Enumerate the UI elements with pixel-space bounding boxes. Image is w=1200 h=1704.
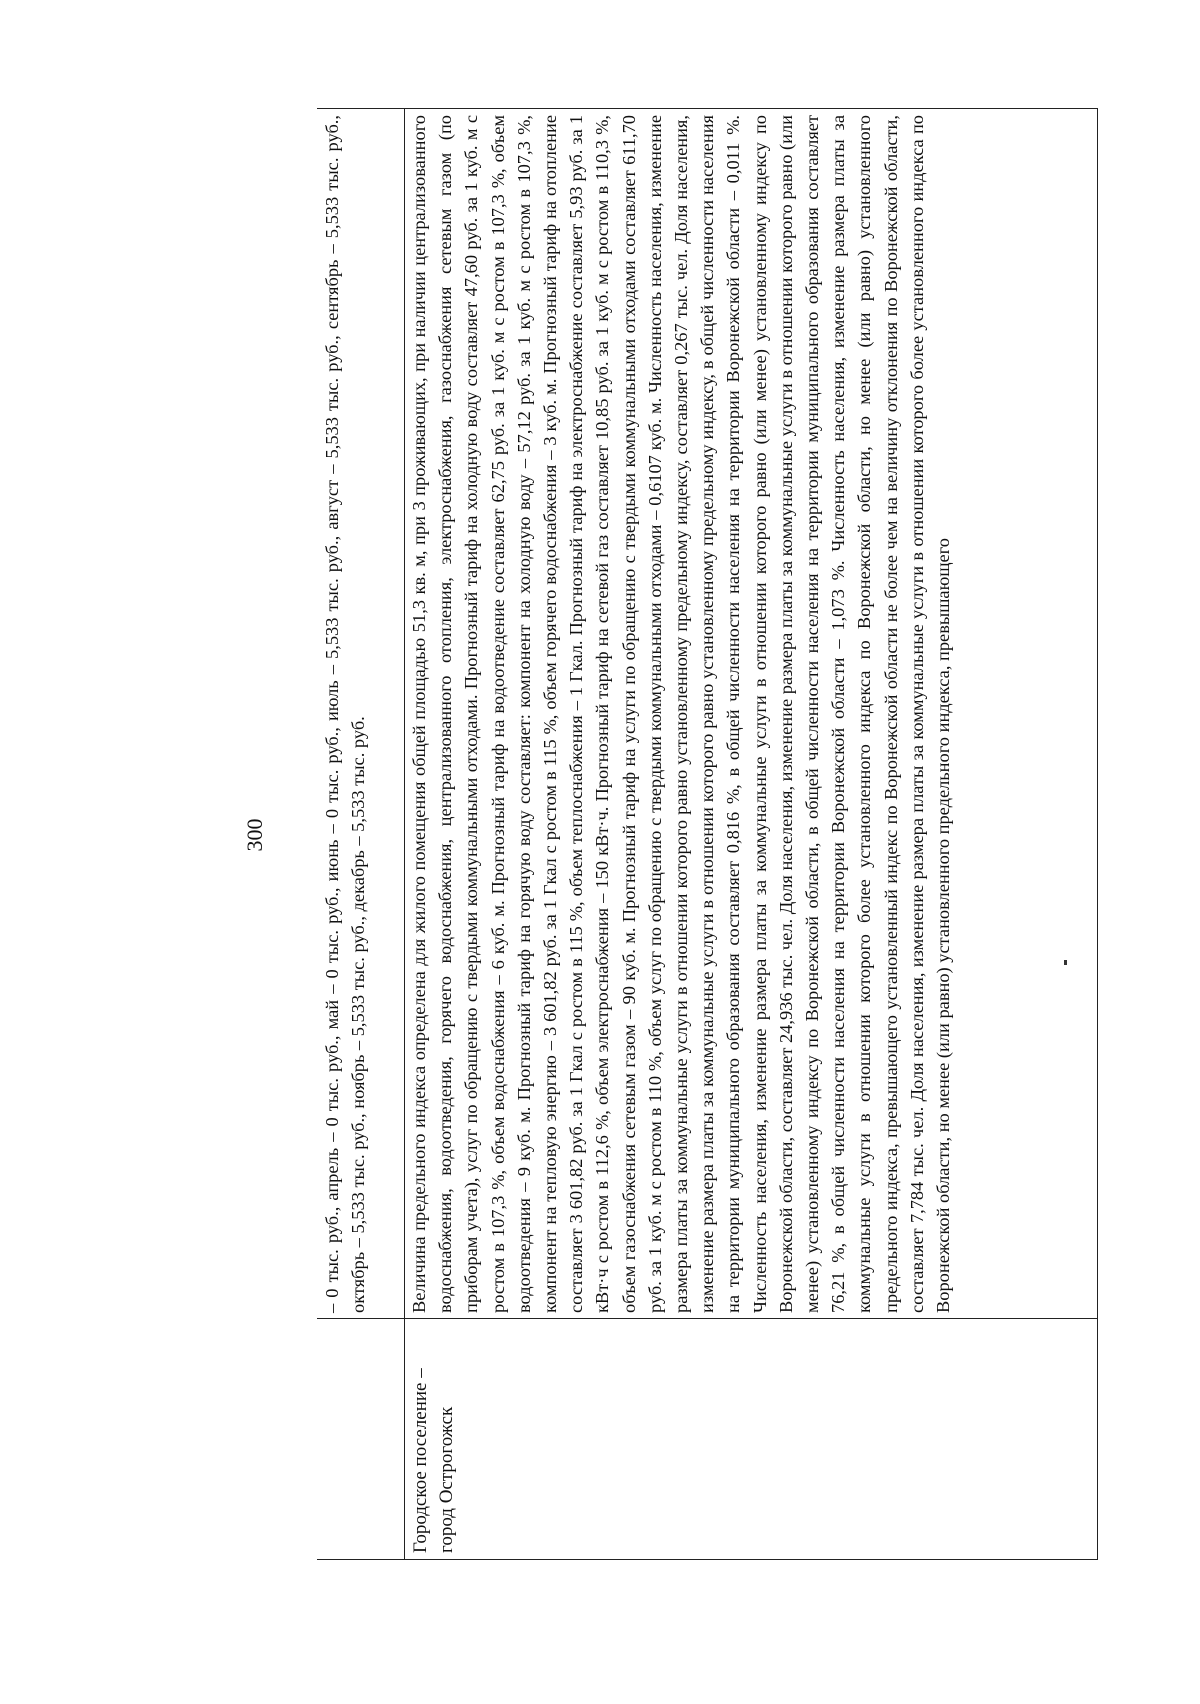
- scan-speck: [1064, 960, 1067, 965]
- description-cell: Величина предельного индекса определена для жилого помещения общей площадью 51,3 кв. м, при 3 проживающих, при наличии централизованного водоснабжения, водоотведения, горячего водоснабжения, централизованного отопления, электроснабжения, газоснабжения сетевым газом (по приборам учета), услуг по обращению с твердыми коммунальными отходами. Прогнозный тариф на холодную воду составляет 47,60 руб. за 1 куб. м с ростом в 107,3 %, объем водоснабжения – 6 куб. м. Прогнозный тариф на водоотведение составляет 62,75 руб. за 1 куб. м с ростом в 107,3 %, объем водоотведения – 9 куб. м. Прогнозный тариф на горячую воду составляет: компонент на холодную воду – 57,12 руб. за 1 куб. м с ростом в 107,3 %, компонент на тепловую энергию – 3 601,82 руб. за 1 Гкал с ростом в 115 %, объем горячего водоснабжения – 3 куб. м. Прогнозный тариф на отопление составляет 3 601,82 руб. за 1 Гкал с ростом в 115 %, объем теплоснабжения – 1 Гкал. Прогнозный тариф на электроснабжение составляет 5,93 руб. за 1 кВт·ч с ростом в 112,6 %, объем электроснабжения – 150 кВт·ч. Прогнозный тариф на сетевой газ составляет 10,85 руб. за 1 куб. м с ростом в 110,3 %, объем газоснабжения сетевым газом – 90 куб. м. Прогнозный тариф на услуги по обращению с твердыми коммунальными отходами составляет 611,70 руб. за 1 куб. м с ростом в 110 %, объем услуг по обращению с твердыми коммунальными отходами – 0,6107 куб. м. Численность населения, изменение размера платы за коммунальные услуги в отношении которого равно установленному предельному индексу, составляет 0,267 тыс. чел. Доля населения, изменение размера платы за коммунальные услуги в отношении которого равно установленному предельному индексу, в общей численности населения на территории муниципального образования составляет 0,816 %, в общей численности населения на территории Воронежской области – 0,011 %. Численность населения, изменение размера платы за коммунальные услуги в отношении которого равно (или менее) установленному индексу по Воронежской области, составляет 24,936 тыс. чел. Доля населения, изменение размера платы за коммунальные услуги в отношении которого равно (или менее) установленному индексу по Воронежской области, в общей численности населения на территории муниципального образования составляет 76,21 %, в общей численности населения на территории Воронежской области – 1,073 %. Численность населения, изменение размера платы за коммунальные услуги в отношении которого более установленного индекса по Воронежской области, но менее (или равно) установленного предельного индекса, превышающего установленный индекс по Воронежской области не более чем на величину отклонения по Воронежской области, составляет 7,784 тыс. чел. Доля населения, изменение размера платы за коммунальные услуги в отношении которого более установленного индекса по Воронежской области, но менее (или равно) установленного предельного индекса, превышающего: [409, 115, 954, 1313]
- municipality-cell: Городское поселение – город Острогожск: [410, 1368, 457, 1553]
- tariff-table: [317, 108, 1098, 1560]
- table-row: [317, 109, 405, 1559]
- table-row: [405, 109, 1097, 1559]
- rotated-page: [120, 110, 1120, 1560]
- description-cell: – 0 тыс. руб., апрель – 0 тыс. руб., май – 0 тыс. руб., июнь – 0 тыс. руб., июль – 5,533 тыс. руб., август – 5,533 тыс. руб., сентябрь – 5,533 тыс. руб., октябрь – 5,533 тыс. руб., ноябрь – 5,533 тыс. руб., декабрь – 5,533 тыс. руб.: [322, 115, 369, 1313]
- page-number: 300: [242, 818, 267, 852]
